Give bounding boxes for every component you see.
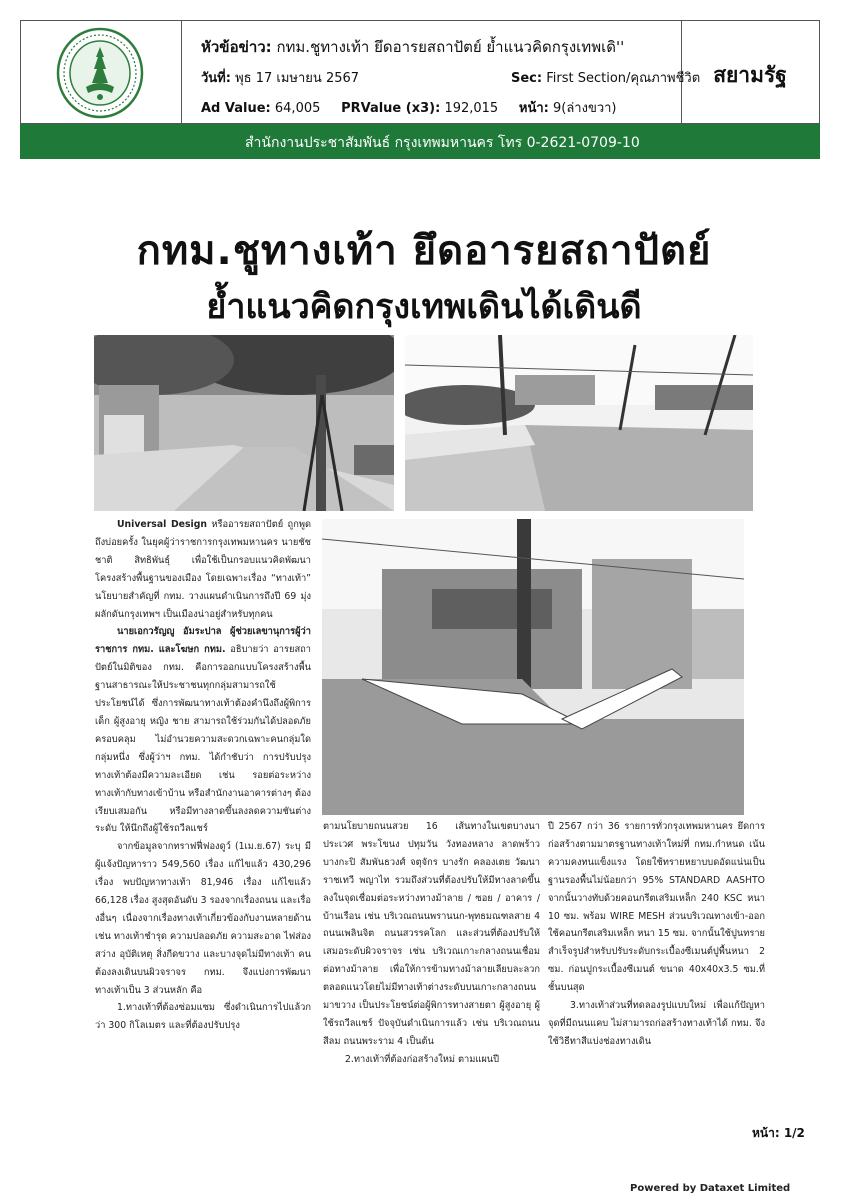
paragraph-1 (95, 516, 311, 623)
article-subheadline: ย้ำแนวคิดกรุงเทพเดินได้เดินดี (206, 287, 642, 327)
clipping-header (20, 20, 820, 124)
paragraph-7: ปี 2567 กว่า 36 รายการทั่วกรุงเทพมหานคร ยึดการก่อสร้างตามมาตรฐานทางเท้าใหม่ที่ กทม.กำหนด เน้นความคงทนแข็งแรง โดยใช้ทรายหยาบบดอัดแน่นเป็นฐานรองพื้นไม่น้อยกว่า 95% STANDARD AASHTO จากนั้นวางทับด้วยคอนกรีตเสริมเหล็ก 240 KSC หนา 10 ซม. พร้อม WIRE MESH ส่วนบริเวณทางเข้า-ออก ใช้คอนกรีตเสริมเหล็ก หนา 15 ซม. จากนั้นใช้ปูนทรายสำเร็จรูปสำหรับปรับระดับกระเบื้องซีเมนต์ปูพื้นหนา 2 ซม. ก่อนปูกระเบื้องซีเมนต์ ขนาด 40x40x3.5 ซม.ที่ชั้นบนสุด (548, 821, 765, 994)
value-row (201, 97, 617, 118)
newspaper-brand: สยามรัฐ (713, 63, 787, 87)
ad-value: 64,005 (274, 101, 321, 116)
section-label: Sec: (511, 71, 543, 86)
section-row (511, 67, 700, 88)
pr-value: 192,015 (444, 101, 499, 116)
pr-value-label: PRValue (x3): (341, 101, 441, 116)
paragraph-2-text: อธิบายว่า อารยสถาปัตย์ในมิติของ กทม. คือการออกแบบโครงสร้างพื้นฐานสาธารณะให้ประชาชนทุกกลุ่มสามารถใช้ประโยชน์ได้ ซึ่งการพัฒนาทางเท้าต้องคำนึงถึงผู้พิการ เด็ก ผู้สูงอายุ หญิง ชาย สามารถใช้ร่วมกันได้ปลอดภัยครอบคลุม ไม่อำนวยความสะดวกเฉพาะคนกลุ่มใดกลุ่มหนึ่ง ซึ่งผู้ว่าฯ กทม. ได้กำชับว่า การปรับปรุงทางเท้าต้องมีความละเอียด เช่น รอยต่อระหว่างทางเท้ากับทางเข้าบ้าน หรือสำนักงานอาคารต่างๆ ต้องเรียบเสมอกัน หรือมีทางลาดขึ้นลงลดความชันต่างระดับ ให้นึกถึงผู้ใช้รถวีลแชร์ (95, 644, 311, 835)
page-count: หน้า: 1/2 (752, 1126, 805, 1140)
powered-by: Powered by Dataxet Limited (630, 1183, 791, 1194)
page-label: หน้า: (518, 101, 549, 116)
pr-office-banner (20, 124, 820, 159)
speaker-name: นายเอกวรัญญู อัมระปาล ผู้ช่วยเลขานุการผู้ว่าราชการ กทม. และโฆษก กทม. (95, 626, 311, 656)
paragraph-6: 2.ทางเท้าที่ต้องก่อสร้างใหม่ ตามแผนปี (345, 1053, 500, 1065)
brand-cell (681, 21, 821, 124)
article-column-3 (548, 818, 765, 1051)
sidewalk-photo (94, 335, 394, 511)
section-value: First Section/คุณภาพชีวิต (546, 71, 701, 86)
article-column-2 (323, 818, 540, 1069)
date-row (201, 67, 359, 88)
headline-label: หัวข้อข่าว: (201, 38, 272, 56)
logo-cell (21, 21, 182, 124)
info-cell (181, 21, 701, 124)
date-label: วันที่: (201, 71, 231, 86)
bangkok-seal-icon (56, 27, 144, 119)
lead-term: Universal Design (117, 519, 207, 530)
headline-value: กทม.ชูทางเท้า ยึดอารยสถาปัตย์ ย้ำแนวคิดกรุงเทพเดิ'' (276, 38, 625, 56)
paragraph-1-text: หรืออารยสถาปัตย์ ถูกพูดถึงบ่อยครั้ง ในยุคผู้ว่าราชการกรุงเทพมหานคร นายชัชชาติ สิทธิพันธุ์ เพื่อใช้เป็นกรอบแนวคิดพัฒนาโครงสร้างพื้นฐานของเมือง โดยเฉพาะเรื่อง “ทางเท้า” นโยบายสำคัญที่ กทม. วางแผนดำเนินการถึงปี 69 มุ่งผลักดันกรุงเทพฯ เป็นเมืองน่าอยู่สำหรับทุกคน (95, 519, 311, 620)
page-value: 9(ล่างขวา) (552, 101, 617, 116)
paragraph-3: จากข้อมูลจากทราฟฟี่ฟองดูว์ (1เม.ย.67) ระบุ มีผู้แจ้งปัญหาราว 549,560 เรื่อง แก้ไขแล้ว 430,296 เรื่อง พบปัญหาทางเท้า 81,946 เรื่อง แก้ไขแล้ว 66,128 เรื่อง สูงสุดอันดับ 3 รองจากเรื่องถนน และเรื่องอื่นๆ เนื่องจากเรื่องทางเท้าเกี่ยวข้องกับงานหลายด้าน เช่น ทางเท้าชำรุด ความปลอดภัย ความสะอาด ไฟส่องสว่าง อุบัติเหตุ สิ่งกีดขวาง และบางจุดไม่มีทางเท้า คนต้องลงเดินบนผิวจราจร กทม. จึงแบ่งการพัฒนาทางเท้าเป็น 3 ส่วนหลัก คือ (95, 841, 311, 996)
ad-value-label: Ad Value: (201, 101, 271, 116)
intersection-photo (322, 519, 744, 815)
paragraph-5: ตามนโยบายถนนสวย 16 เส้นทางในเขตบางนา ประเวศ พระโขนง ปทุมวัน วังทองหลาง ลาดพร้าว บางกะปิ สัมพันธวงศ์ จตุจักร บางรัก คลองเตย วัฒนา ราชเทวี พญาไท รวมถึงส่วนที่ต้องปรับให้มีทางลาดขึ้นลงในจุดเชื่อมต่อระหว่างทางม้าลาย / ซอย / อาคาร / บ้านเรือน เช่น บริเวณถนนพรานนก-พุทธมณฑลสาย 4 ถนนเพลินจิต ถนนสวรรคโลก และส่วนที่ต้องปรับให้เสมอระดับผิวจราจร เช่น บริเวณเกาะกลางถนนเชื่อมต่อทางม้าลาย เพื่อให้การข้ามทางม้าลายเลียบละลวกตลอดแนวโดยไม่มีทางเท้าต่างระดับบนเกาะกลางถนนมาขวาง เป็นประโยชน์ต่อผู้พิการทางสายตา ผู้สูงอายุ ผู้ใช้รถวีลแชร์ ปัจจุบันดำเนินการแล้ว เช่น บริเวณถนนสีลม ถนนพระราม 4 เป็นต้น (323, 821, 540, 1047)
banner-text: สำนักงานประชาสัมพันธ์ กรุงเทพมหานคร โทร 0-2621-0709-10 (245, 135, 640, 151)
paragraph-8: 3.ทางเท้าส่วนที่ทดลองรูปแบบใหม่ เพื่อแก้ปัญหาจุดที่มีถนนแคบ ไม่สามารถก่อสร้างทางเท้าได้ กทม. จึงใช้วิธีทาสีแบ่งช่องทางเดิน (548, 1000, 765, 1047)
article-column-1 (95, 516, 311, 1035)
headline-row (201, 35, 624, 59)
date-value: พุธ 17 เมษายน 2567 (235, 71, 360, 86)
paragraph-4: 1.ทางเท้าที่ต้องซ่อมแซม ซึ่งดำเนินการไปแล้วกว่า 300 กิโลเมตร และที่ต้องปรับปรุง (95, 1002, 311, 1032)
article-headline: กทม.ชูทางเท้า ยึดอารยสถาปัตย์ (136, 228, 712, 274)
street-corner-photo (405, 335, 753, 511)
paragraph-2 (95, 623, 311, 838)
